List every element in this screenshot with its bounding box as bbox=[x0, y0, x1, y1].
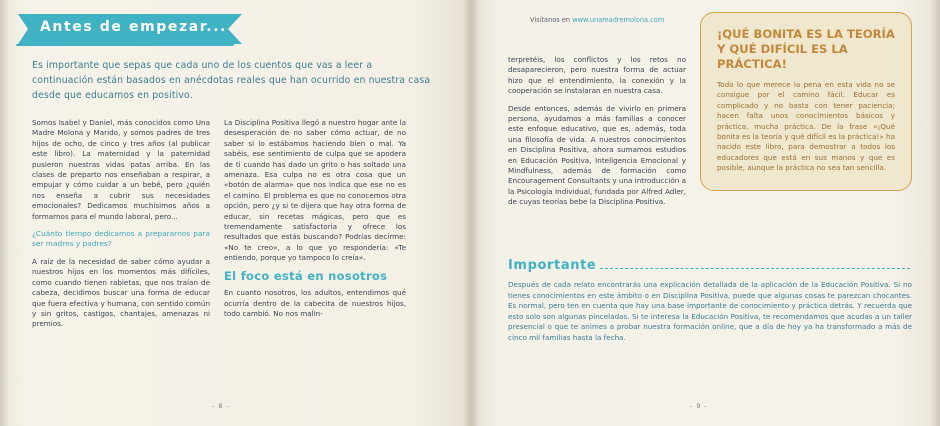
right-page-number: - 9 - bbox=[690, 402, 708, 410]
important-body bbox=[508, 280, 912, 344]
important-heading: Importante bbox=[508, 258, 597, 273]
book-gutter bbox=[462, 0, 480, 426]
paragraph: La Disciplina Positiva llegó a nuestro hogar ante la desesperación de no saber cómo actuar, de no saber si lo estábamos haciendo bien o mal. Ya sabéis, ese sentimiento de culpa que se apodera de ti cuando has dado un grito o has soltado una amenaza. Esa culpa no es otra cosa que un «botón de alarma» que nos indica que ese no es el camino. El problema es que no conocemos otra opción, pero ¿y si te dijera que hay otra forma de educar, sin recetas mágicas, pero que es tremendamente satisfactoria y ofrece los resultados que estás buscando? Podrías decirme: «No te creo», a lo que yo respondería: «Te entiendo, porque yo tampoco lo creía». bbox=[224, 118, 406, 263]
important-dashed-rule bbox=[600, 268, 910, 269]
paragraph: A raíz de la necesidad de saber cómo ayudar a nuestros hijos en los momentos más difíciles, como cuando tienen rabietas, que nos traían de cabeza, decidimos buscar una forma de educar que fuera efectiva y humana, con sentido común y sin gritos, castigos, chantajes, amenazas ni premios. bbox=[32, 256, 210, 329]
highlight-callout-box bbox=[700, 12, 912, 191]
section-banner bbox=[18, 14, 242, 44]
left-page-number: - 8 - bbox=[212, 402, 230, 410]
paragraph: Todo lo que merece la pena en esta vida no se consigue por el camino fácil. Educar es complicado y no basta con tener paciencia; hacen falta unos conocimientos básicos y práctica, mucha práctica. De la frase «¡Qué bonita es la teoría y qué difícil es la práctica!» ha nacido este libro, para demostrar a todos los educadores que está en sus manos y que es posible, aunque la práctica no sea tan sencilla. bbox=[717, 80, 895, 173]
intro-paragraph: Es importante que sepas que cada uno de los cuentos que vas a leer a continuación están basados en anécdotas reales que han ocurrido en nuestra casa desde que educamos en positivo. bbox=[32, 60, 431, 101]
paragraph: En cuanto nosotros, los adultos, entendimos qué ocurría dentro de la cabecita de nuestros hijos, todo cambió. No nos malin- bbox=[224, 288, 406, 318]
paragraph: Después de cada relato encontrarás una explicación detallada de la aplicación de la Educación Positiva. Si no tienes conocimientos en este ámbito o en Disciplina Positiva, puede que algunas cosas te parezcan chocantes. Es normal, pero ten en cuenta que hay una base importante de conocimiento y práctica detrás. Y recuerda que esto solo son algunas pinceladas. Si te interesa la Educación Positiva, te recomendamos que acudas a un taller presencial o que te animes a probar nuestra formación online, que a día de hoy ya ha transformado a más de cinco mil familias hasta la fecha. bbox=[508, 280, 912, 342]
visit-line bbox=[530, 16, 664, 24]
right-edge-shadow bbox=[930, 0, 940, 426]
left-column-subhead: ¿Cuánto tiempo dedicamos a prepararnos para ser madres y padres? bbox=[32, 229, 210, 249]
banner-underline bbox=[16, 44, 234, 46]
callout-body bbox=[717, 80, 895, 174]
paragraph: terpretéis, los conflictos y los retos no desaparecieron, pero nuestra forma de actuar hizo que el entendimiento, la conexión y la cooperación se instalaran en nuestra casa. bbox=[508, 55, 686, 96]
left-section-title: El foco está en nosotros bbox=[224, 268, 388, 283]
right-column-one bbox=[508, 55, 686, 215]
left-column-two bbox=[224, 118, 406, 326]
banner-title: Antes de empezar... bbox=[40, 19, 228, 35]
visit-prefix: Visítanos en bbox=[530, 16, 571, 24]
left-edge-shadow bbox=[0, 0, 10, 426]
left-column-one bbox=[32, 118, 210, 337]
paragraph: Desde entonces, además de vivirlo en primera persona, ayudamos a más familias a conocer este enfoque educativo, que es, además, toda una filosofía de vida. A nuestros conocimientos en Disciplina Positiva, ahora sumamos estudios en Educación Positiva, Inteligencia Emocional y Mindfulness, además de formación como Encouragement Consultants y una introducción a la Psicología Individual, fundada por Alfred Adler, de cuyas teorías bebe la Disciplina Positiva. bbox=[508, 103, 686, 207]
paragraph: Somos Isabel y Daniel, más conocidos como Una Madre Molona y Marido, y somos padres de tres hijos de ocho, de cinco y tres años (al publicar este libro). La maternidad y la paternidad pusieron nuestras vidas patas arriba. En las clases de preparto nos enseñaban a respirar, a empujar y cómo cuidar a un bebé, pero ¿quién nos enseña a cubrir sus necesidades emocionales? Dedicamos muchísimos años a formarnos para el mundo laboral, pero... bbox=[32, 118, 210, 221]
callout-title: ¡QUÉ BONITA ES LA TEORÍA Y QUÉ DIFÍCIL ES LA PRÁCTICA! bbox=[717, 27, 895, 71]
website-url-link[interactable]: www.unamadremolona.com bbox=[572, 16, 665, 24]
